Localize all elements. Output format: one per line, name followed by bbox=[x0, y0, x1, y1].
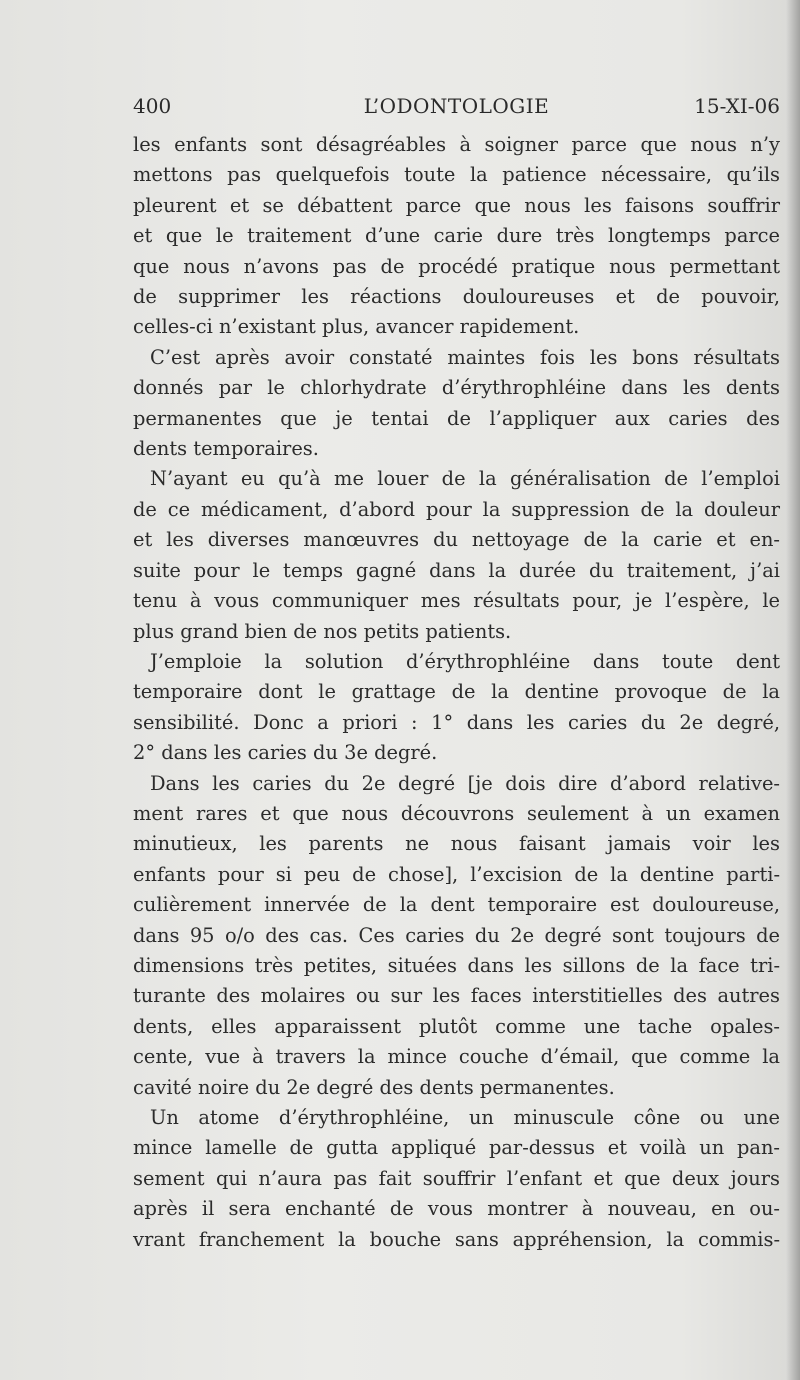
text-line: celles-ci n’existant plus, avancer rapidement. bbox=[133, 315, 580, 339]
text-line: de supprimer les réactions douloureuses et de pouvoir, bbox=[133, 285, 780, 309]
text-line: sement qui n’aura pas fait souffrir l’enfant et que deux jours bbox=[133, 1166, 780, 1190]
running-header bbox=[133, 94, 780, 124]
text-line: permanentes que je tentai de l’appliquer aux caries des bbox=[133, 406, 780, 430]
paragraph bbox=[133, 1103, 780, 1255]
text-line: Un atome d’érythrophléine, un minuscule cône ou une bbox=[150, 1106, 780, 1129]
text-line: ment rares et que nous découvrons seulement à un examen bbox=[133, 801, 780, 825]
text-line: dans 95 o/o des cas. Ces caries du 2e degré sont toujours de bbox=[133, 923, 780, 947]
issue-date: 15-XI-06 bbox=[694, 94, 780, 118]
text-line: de ce médicament, d’abord pour la suppression de la douleur bbox=[133, 497, 780, 521]
page-edge-shadow bbox=[786, 0, 800, 1380]
paragraph bbox=[133, 130, 780, 343]
text-line: turante des molaires ou sur les faces interstitielles des autres bbox=[133, 984, 780, 1008]
text-line: cente, vue à travers la mince couche d’émail, que comme la bbox=[133, 1045, 780, 1069]
text-line: J’emploie la solution d’érythrophléine dans toute dent bbox=[150, 649, 780, 673]
text-line: et que le traitement d’une carie dure très longtemps parce bbox=[133, 224, 780, 248]
text-line: temporaire dont le grattage de la dentine provoque de la bbox=[133, 680, 780, 704]
text-line: cavité noire du 2e degré des dents permanentes. bbox=[133, 1075, 615, 1099]
text-line: tenu à vous communiquer mes résultats pour, je l’espère, le bbox=[133, 589, 780, 613]
text-line: Dans les caries du 2e degré [je dois dire d’abord relative- bbox=[150, 771, 780, 795]
text-line: vrant franchement la bouche sans appréhension, la commis- bbox=[133, 1227, 780, 1251]
text-line: que nous n’avons pas de procédé pratique nous permettant bbox=[133, 254, 780, 278]
paragraph bbox=[133, 769, 780, 1103]
text-line: donnés par le chlorhydrate d’érythrophléine dans les dents bbox=[133, 376, 780, 400]
text-line: mince lamelle de gutta appliqué par-dessus et voilà un pan- bbox=[133, 1136, 780, 1160]
text-line: dimensions très petites, situées dans les sillons de la face tri- bbox=[133, 953, 780, 977]
text-line: mettons pas quelquefois toute la patience nécessaire, qu’ils bbox=[133, 163, 780, 187]
paragraph bbox=[133, 343, 780, 465]
text-line: culièrement innervée de la dent temporaire est douloureuse, bbox=[133, 893, 780, 917]
text-line: pleurent et se débattent parce que nous les faisons souffrir bbox=[133, 193, 780, 217]
paragraph bbox=[133, 464, 780, 646]
text-line: suite pour le temps gagné dans la durée du traitement, j’ai bbox=[133, 558, 780, 582]
text-line: plus grand bien de nos petits patients. bbox=[133, 619, 512, 643]
text-line: minutieux, les parents ne nous faisant jamais voir les bbox=[133, 832, 780, 856]
text-line: et les diverses manœuvres du nettoyage de la carie et en- bbox=[133, 528, 780, 552]
text-line: dents temporaires. bbox=[133, 437, 319, 461]
page-number: 400 bbox=[133, 94, 172, 118]
body-text bbox=[133, 130, 780, 1255]
text-line: sensibilité. Donc a priori : 1° dans les caries du 2e degré, bbox=[133, 710, 780, 734]
text-line: dents, elles apparaissent plutôt comme une tache opales- bbox=[133, 1014, 780, 1038]
text-line: enfants pour si peu de chose], l’excision de la dentine parti- bbox=[133, 862, 780, 886]
paragraph bbox=[133, 647, 780, 769]
running-title: L’ODONTOLOGIE bbox=[363, 94, 550, 118]
text-line: après il sera enchanté de vous montrer à nouveau, en ou- bbox=[133, 1197, 780, 1221]
text-line: 2° dans les caries du 3e degré. bbox=[133, 741, 438, 765]
text-line: N’ayant eu qu’à me louer de la généralisation de l’emploi bbox=[150, 467, 780, 491]
text-line: les enfants sont désagréables à soigner parce que nous n’y bbox=[133, 133, 780, 156]
text-line: C’est après avoir constaté maintes fois les bons résultats bbox=[150, 345, 780, 369]
